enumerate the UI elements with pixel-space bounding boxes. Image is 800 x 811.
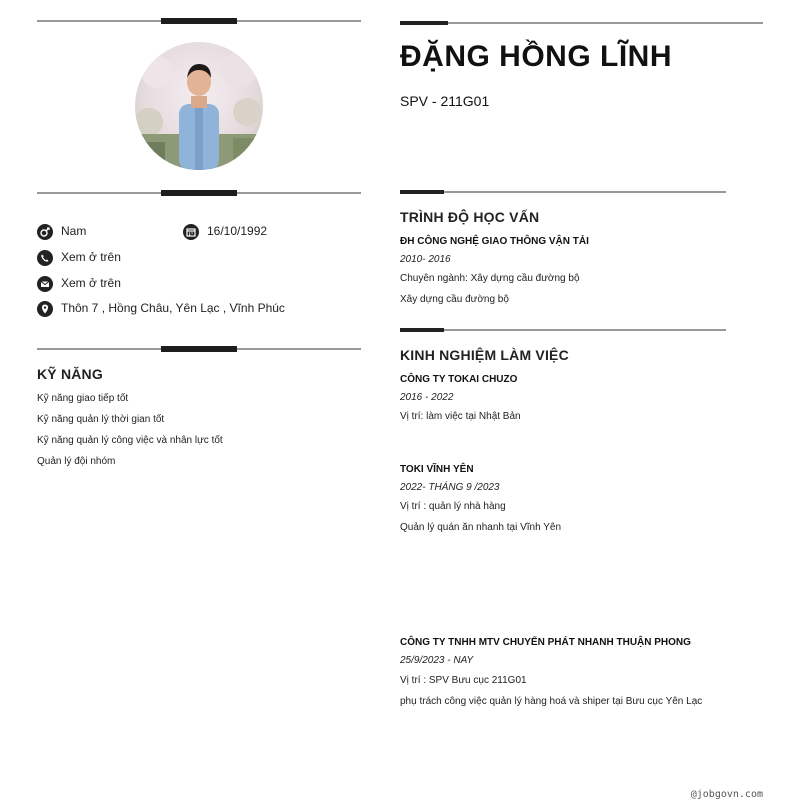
experience-divider <box>400 329 726 331</box>
skill-item: Kỹ năng quản lý công việc và nhân lực tốt <box>37 435 223 446</box>
education-major: Chuyên ngành: Xây dựng cầu đường bộ <box>400 273 580 284</box>
job-company: CÔNG TY TNHH MTV CHUYỂN PHÁT NHANH THUẬN PHONG <box>400 637 691 648</box>
job-description: phụ trách công việc quản lý hàng hoá và shiper tại Bưu cục Yên Lạc <box>400 696 703 707</box>
job-company: TOKI VĨNH YÊN <box>400 464 474 475</box>
job-period: 2022- THÁNG 9 /2023 <box>400 482 500 493</box>
skill-item: Kỹ năng quản lý thời gian tốt <box>37 414 165 425</box>
candidate-name: ĐẶNG HỒNG LĨNH <box>400 40 672 73</box>
education-detail: Xây dựng cầu đường bộ <box>400 294 509 305</box>
calendar-icon <box>183 224 199 240</box>
location-icon <box>37 301 53 317</box>
gender-text: Nam <box>61 224 87 238</box>
education-title: TRÌNH ĐỘ HỌC VẤN <box>400 209 540 225</box>
watermark: @jobgovn.com <box>690 789 763 800</box>
address-text: Thôn 7 , Hồng Châu, Yên Lạc , Vĩnh Phúc <box>61 301 285 315</box>
avatar <box>135 42 263 170</box>
job-position: Vị trí : quản lý nhà hàng <box>400 501 506 512</box>
email-icon <box>37 276 53 292</box>
experience-title: KINH NGHIỆM LÀM VIỆC <box>400 347 569 363</box>
skill-item: Quản lý đội nhóm <box>37 456 116 467</box>
skills-title: KỸ NĂNG <box>37 366 103 382</box>
job-period: 25/9/2023 - NAY <box>400 655 474 666</box>
job-description: Quản lý quán ăn nhanh tại Vĩnh Yên <box>400 522 562 533</box>
experience-divider-accent <box>400 328 444 332</box>
education-period: 2010- 2016 <box>400 254 451 265</box>
skill-item: Kỹ năng giao tiếp tốt <box>37 393 129 404</box>
header-divider-accent <box>400 21 448 25</box>
job-position: Vị trí: làm việc tại Nhật Bản <box>400 411 521 422</box>
left-top-divider-accent <box>161 18 237 24</box>
email-text: Xem ở trên <box>61 276 121 290</box>
gender-icon <box>37 224 53 240</box>
skills-divider-accent <box>161 346 237 352</box>
education-school: ĐH CÔNG NGHỆ GIAO THÔNG VẬN TẢI <box>400 236 589 247</box>
birthday-text: 16/10/1992 <box>207 224 268 238</box>
job-company: CÔNG TY TOKAI CHUZO <box>400 374 518 385</box>
avatar-photo <box>135 42 263 170</box>
education-divider-accent <box>400 190 444 194</box>
job-position: Vị trí : SPV Bưu cục 211G01 <box>400 675 527 686</box>
education-divider <box>400 191 726 193</box>
candidate-subtitle: SPV - 211G01 <box>400 93 490 109</box>
job-period: 2016 - 2022 <box>400 392 454 403</box>
header-divider <box>400 22 763 24</box>
left-mid-divider-accent <box>161 190 237 196</box>
phone-text: Xem ở trên <box>61 250 121 264</box>
phone-icon <box>37 250 53 266</box>
